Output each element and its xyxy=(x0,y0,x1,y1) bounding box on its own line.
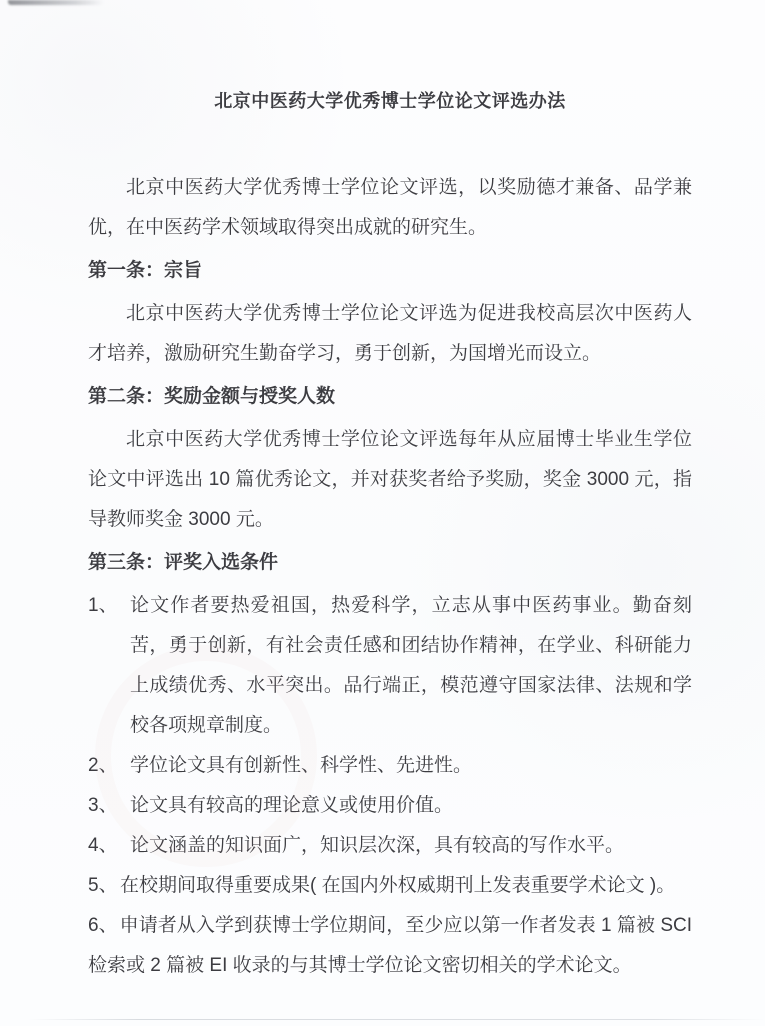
list-item-text: 论文具有较高的理论意义或使用价值。 xyxy=(130,795,454,816)
criteria-list xyxy=(88,586,692,986)
section-1-paragraph: 北京中医药大学优秀博士学位论文评选为促进我校高层次中医药人才培养，激励研究生勤奋学习，勇于创新，为国增光而设立。 xyxy=(88,303,692,364)
list-item-marker: 6、 xyxy=(88,915,118,936)
section-3-heading: 第三条：评奖入选条件 xyxy=(88,552,279,573)
list-item-text: 论文作者要热爱祖国，热爱科学，立志从事中医药事业。勤奋刻苦，勇于创新，有社会责任感和团结协作精神，在学业、科研能力上成绩优秀、水平突出。品行端正，模范遵守国家法律、法规和学校各项规章制度。 xyxy=(130,595,692,736)
list-item-marker: 4、 xyxy=(88,835,118,856)
list-item-text: 申请者从入学到获博士学位期间，至少应以第一作者发表 1 篇被 SCI 检索或 2 篇被 EI 收录的与其博士学位论文密切相关的学术论文。 xyxy=(88,915,692,976)
scan-edge-line xyxy=(28,1019,765,1020)
section-2-paragraph: 北京中医药大学优秀博士学位论文评选每年从应届博士毕业生学位论文中评选出 10 篇优秀论文，并对获奖者给予奖励，奖金 3000 元，指导教师奖金 3000 元。 xyxy=(88,429,692,530)
scan-artifact-top-smudge xyxy=(8,0,104,5)
list-item-marker: 5、 xyxy=(88,875,118,896)
list-item xyxy=(88,586,692,746)
section-1-heading: 第一条：宗旨 xyxy=(88,260,203,281)
section-2-heading: 第二条：奖励金额与授奖人数 xyxy=(88,386,336,407)
list-item xyxy=(88,786,692,826)
list-item-marker: 3、 xyxy=(88,795,118,816)
list-item-text: 在校期间取得重要成果( 在国内外权威期刊上发表重要学术论文 )。 xyxy=(120,875,676,896)
list-item-text: 学位论文具有创新性、科学性、先进性。 xyxy=(130,755,473,776)
list-item-marker: 2、 xyxy=(88,755,118,776)
list-item xyxy=(88,866,692,906)
list-item xyxy=(88,826,692,866)
list-item-marker: 1、 xyxy=(88,595,118,616)
intro-paragraph: 北京中医药大学优秀博士学位论文评选，以奖励德才兼备、品学兼优，在中医药学术领域取得突出成就的研究生。 xyxy=(88,177,692,238)
document-title: 北京中医药大学优秀博士学位论文评选办法 xyxy=(214,91,566,111)
list-item xyxy=(88,746,692,786)
list-item xyxy=(88,906,692,986)
list-item-text: 论文涵盖的知识面广，知识层次深，具有较高的写作水平。 xyxy=(130,835,625,856)
